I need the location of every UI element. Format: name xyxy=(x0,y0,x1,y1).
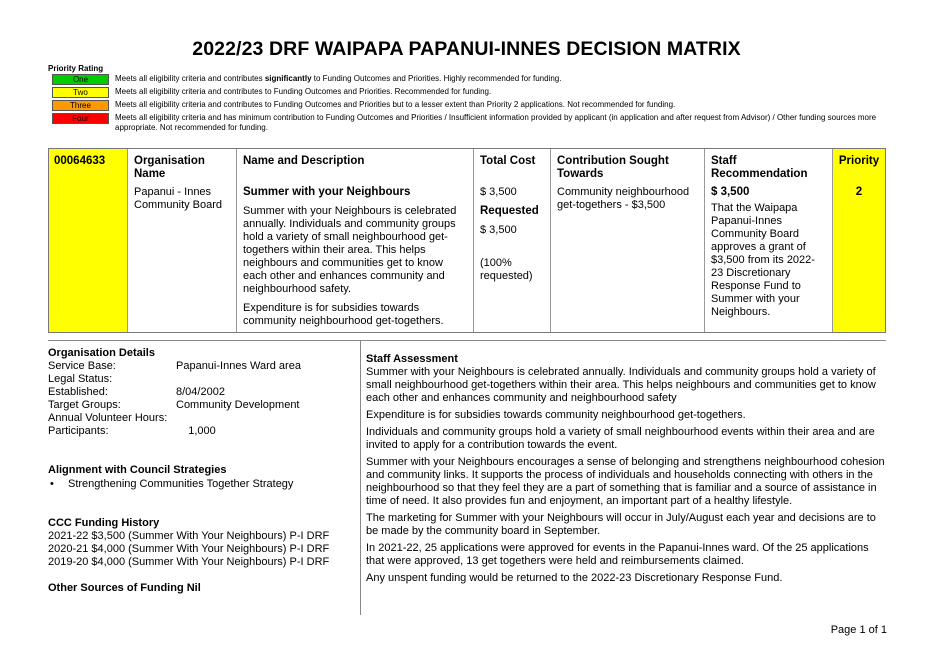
priority-legend xyxy=(52,74,892,135)
legend-row xyxy=(52,100,892,111)
priority-swatch: Four xyxy=(52,113,109,124)
name-description-header: Name and Description xyxy=(243,155,365,167)
priority-description xyxy=(115,113,892,133)
staff-recommendation-amount: $ 3,500 xyxy=(711,186,750,198)
alignment-item-label: Strengthening Communities Together Strategy xyxy=(68,478,294,490)
org-detail-label: Annual Volunteer Hours: xyxy=(48,412,168,424)
decision-matrix xyxy=(48,148,886,333)
staff-recommendation-header: Staff Recommendation xyxy=(711,155,808,180)
priority-description-text: Meets all eligibility criteria and contributes xyxy=(115,74,265,83)
requested-label: Requested xyxy=(480,205,539,217)
priority-swatch: Two xyxy=(52,87,109,98)
funding-history-item: 2021-22 $3,500 (Summer With Your Neighbours) P-I DRF xyxy=(48,530,330,542)
org-detail-row xyxy=(48,373,358,386)
assessment-paragraph: Expenditure is for subsidies towards community neighbourhood get-togethers. xyxy=(366,409,746,421)
contribution-sought: Community neighbourhood get-togethers - $3,500 xyxy=(557,186,690,211)
staff-recommendation-cell xyxy=(705,149,833,332)
assessment-paragraph: Summer with your Neighbours is celebrated annually. Individuals and community groups hold a variety of small neighbourhood get-togethers within their area. This helps neighbours and communities get to know each other and enhances community and neighbourhood safety xyxy=(366,366,876,404)
org-detail-label: Service Base: xyxy=(48,360,116,372)
application-id-cell xyxy=(49,149,128,332)
priority-swatch: Three xyxy=(52,100,109,111)
org-detail-value: 8/04/2002 xyxy=(176,386,225,398)
staff-recommendation-text: That the Waipapa Papanui-Innes Community Board approves a grant of $3,500 from its 2022-23 Discretionary Response Fund to Summer with your Neighbours. xyxy=(711,202,815,318)
org-detail-row xyxy=(48,425,358,438)
priority-cell xyxy=(833,149,885,332)
alignment-item xyxy=(48,478,358,491)
priority-description-text: Meets all eligibility criteria and has minimum contribution to Funding Outcomes and Priorities / Insufficient information provided by applicant (in application and after request from Advisor) / Other funding sources more appropriate. Not recommended for funding. xyxy=(115,113,877,132)
assessment-paragraph: The marketing for Summer with your Neighbours will occur in July/August each year and decisions are to be made by the community board in September. xyxy=(366,512,876,537)
total-cost: $ 3,500 xyxy=(480,186,517,198)
other-sources: Other Sources of Funding Nil xyxy=(48,582,201,594)
legend-row xyxy=(52,74,892,85)
contribution-cell xyxy=(551,149,705,332)
column-divider xyxy=(360,340,361,615)
org-detail-label: Participants: xyxy=(48,425,109,437)
priority-description-emphasis: significantly xyxy=(264,74,312,83)
organisation-panel xyxy=(48,343,358,595)
page-title: 2022/23 DRF WAIPAPA PAPANUI-INNES DECISION MATRIX xyxy=(192,38,741,60)
org-detail-label: Established: xyxy=(48,386,108,398)
org-detail-value: 1,000 xyxy=(176,425,216,437)
org-detail-row xyxy=(48,360,358,373)
org-name: Papanui - Innes Community Board xyxy=(134,186,223,211)
legend-row xyxy=(52,87,892,98)
org-details-list xyxy=(48,360,358,438)
legend-row xyxy=(52,113,892,133)
application-id: 00064633 xyxy=(54,155,106,167)
org-detail-row xyxy=(48,399,358,412)
priority-description-text: to Funding Outcomes and Priorities. Highly recommended for funding. xyxy=(311,74,562,83)
priority-value: 2 xyxy=(855,186,863,198)
page-number: Page 1 of 1 xyxy=(830,624,887,636)
project-description: Summer with your Neighbours is celebrated annually. Individuals and community groups hold a variety of small neighbourhood get-togethers within their area. This helps neighbours and communities get to know each other and enhances community and neighbourhood safety. xyxy=(243,205,457,295)
bullet-icon: • xyxy=(50,478,54,490)
total-cost-cell xyxy=(474,149,551,332)
priority-description xyxy=(115,87,491,97)
org-name-header: Organisation Name xyxy=(134,155,205,180)
priority-description xyxy=(115,100,675,110)
legend-heading: Priority Rating xyxy=(48,64,104,73)
assessment-paragraph: Any unspent funding would be returned to the 2022-23 Discretionary Response Fund. xyxy=(366,572,783,584)
project-title: Summer with your Neighbours xyxy=(243,186,411,198)
priority-description-text: Meets all eligibility criteria and contributes to Funding Outcomes and Priorities but to a lesser extent than Priority 2 applications. Not recommended for funding. xyxy=(115,100,676,109)
org-detail-value: Community Development xyxy=(176,399,300,411)
org-detail-label: Legal Status: xyxy=(48,373,113,385)
assessment-paragraph: Individuals and community groups hold a variety of small neighbourhood events within their area and are invited to apply for a contribution towards the event. xyxy=(366,426,875,451)
requested-amount: $ 3,500 xyxy=(480,224,517,236)
org-detail-row xyxy=(48,386,358,399)
org-detail-row xyxy=(48,412,358,425)
section-divider xyxy=(48,340,886,341)
priority-header: Priority xyxy=(838,155,880,167)
funding-history-item: 2019-20 $4,000 (Summer With Your Neighbours) P-I DRF xyxy=(48,556,330,568)
org-detail-value: Papanui-Innes Ward area xyxy=(176,360,301,372)
priority-description-text: Meets all eligibility criteria and contributes to Funding Outcomes and Priorities. Recommended for funding. xyxy=(115,87,492,96)
funding-history-heading: CCC Funding History xyxy=(48,517,160,529)
funding-history-item: 2020-21 $4,000 (Summer With Your Neighbours) P-I DRF xyxy=(48,543,330,555)
name-description-cell xyxy=(237,149,474,332)
priority-swatch: One xyxy=(52,74,109,85)
total-cost-header: Total Cost xyxy=(480,155,536,167)
assessment-paragraph: Summer with your Neighbours encourages a sense of belonging and strengthens neighbourhood cohesion and community links. It supports the process of individuals and households connecting with others in the neighbourhood so that they feel they are a part of something that is familiar and a source of assistance in time of need. It also provides fun and enjoyment, an important part of a healthy lifestyle. xyxy=(366,456,885,507)
org-details-heading: Organisation Details xyxy=(48,347,155,359)
project-expenditure: Expenditure is for subsidies towards community neighbourhood get-togethers. xyxy=(243,302,444,327)
org-name-cell xyxy=(128,149,237,332)
staff-assessment-panel xyxy=(366,353,886,589)
requested-percent: (100% requested) xyxy=(480,257,533,282)
org-detail-label: Target Groups: xyxy=(48,399,121,411)
priority-description xyxy=(115,74,561,84)
alignment-heading: Alignment with Council Strategies xyxy=(48,464,227,476)
staff-assessment-heading: Staff Assessment xyxy=(366,353,458,365)
contribution-header: Contribution Sought Towards xyxy=(557,155,669,180)
assessment-paragraph: In 2021-22, 25 applications were approved for events in the Papanui-Innes ward. Of the 25 applications that were approved, 13 get togethers were held and reimbursements claimed. xyxy=(366,542,869,567)
